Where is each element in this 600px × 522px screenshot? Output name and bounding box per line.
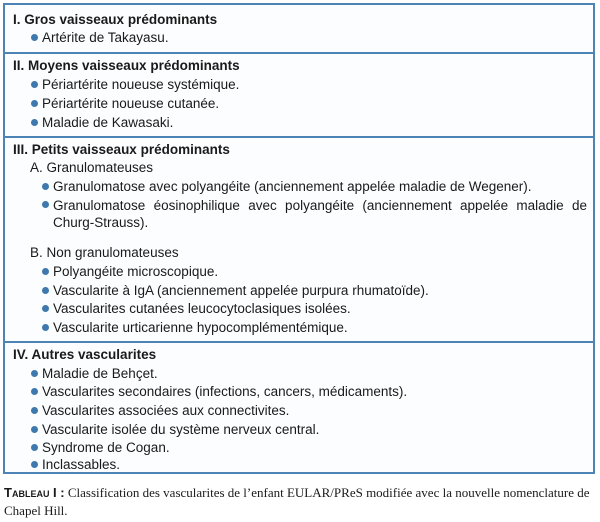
bullet-icon [31, 81, 38, 88]
list-item: Granulomatose éosinophilique avec polyangéite (anciennement appelée maladie de Churg-Strauss). [42, 197, 587, 231]
list-item: Vascularites associées aux connectivites. [31, 403, 571, 419]
subheading-granulomatous: A. Granulomateuses [30, 160, 154, 175]
classification-table [3, 3, 595, 474]
list-item: Vascularite à IgA (anciennement appelée purpura rhumatoïde). [42, 283, 587, 299]
list-item: Vascularite urticarienne hypocomplémentémique. [42, 320, 587, 336]
bullet-icon [42, 268, 49, 275]
bullet-icon [31, 407, 38, 414]
list-item: Granulomatose avec polyangéite (anciennement appelée maladie de Wegener). [42, 179, 587, 195]
subheading-non-granulomatous: B. Non granulomateuses [30, 245, 179, 260]
bullet-icon [42, 201, 49, 208]
list-item: Inclassables. [31, 457, 571, 473]
bullet-icon [42, 183, 49, 190]
bullet-icon [31, 444, 38, 451]
bullet-icon [42, 287, 49, 294]
bullet-icon [31, 388, 38, 395]
section-heading-large-vessels: I. Gros vaisseaux prédominants [13, 12, 218, 27]
list-item: Maladie de Behçet. [31, 366, 571, 382]
section-divider [5, 52, 593, 54]
caption-text: Classification des vascularites de l’enfant EULAR/PReS modifiée avec la nouvelle nomenclature de Chapel Hill. [4, 485, 590, 518]
caption-label: Tableau I : [4, 485, 65, 500]
list-item: Vascularites cutanées leucocytoclasiques isolées. [42, 301, 587, 317]
bullet-icon [31, 370, 38, 377]
list-item: Artérite de Takayasu. [31, 30, 571, 46]
section-divider [5, 341, 593, 343]
section-heading-medium-vessels: II. Moyens vaisseaux prédominants [13, 58, 240, 73]
list-item: Syndrome de Cogan. [31, 440, 571, 456]
bullet-icon [31, 461, 38, 468]
bullet-icon [42, 324, 49, 331]
bullet-icon [31, 100, 38, 107]
bullet-icon [31, 119, 38, 126]
section-heading-small-vessels: III. Petits vaisseaux prédominants [13, 142, 230, 157]
bullet-icon [42, 305, 49, 312]
list-item: Polyangéite microscopique. [42, 264, 587, 280]
list-item: Vascularites secondaires (infections, cancers, médicaments). [31, 384, 571, 400]
table-caption [4, 484, 594, 520]
bullet-icon [31, 426, 38, 433]
list-item: Périartérite noueuse cutanée. [31, 96, 571, 112]
section-divider [5, 136, 593, 138]
section-heading-other-vasculitis: IV. Autres vascularites [13, 347, 157, 362]
list-item: Périartérite noueuse systémique. [31, 77, 571, 93]
bullet-icon [31, 34, 38, 41]
list-item: Vascularite isolée du système nerveux central. [31, 422, 571, 438]
list-item: Maladie de Kawasaki. [31, 115, 571, 131]
